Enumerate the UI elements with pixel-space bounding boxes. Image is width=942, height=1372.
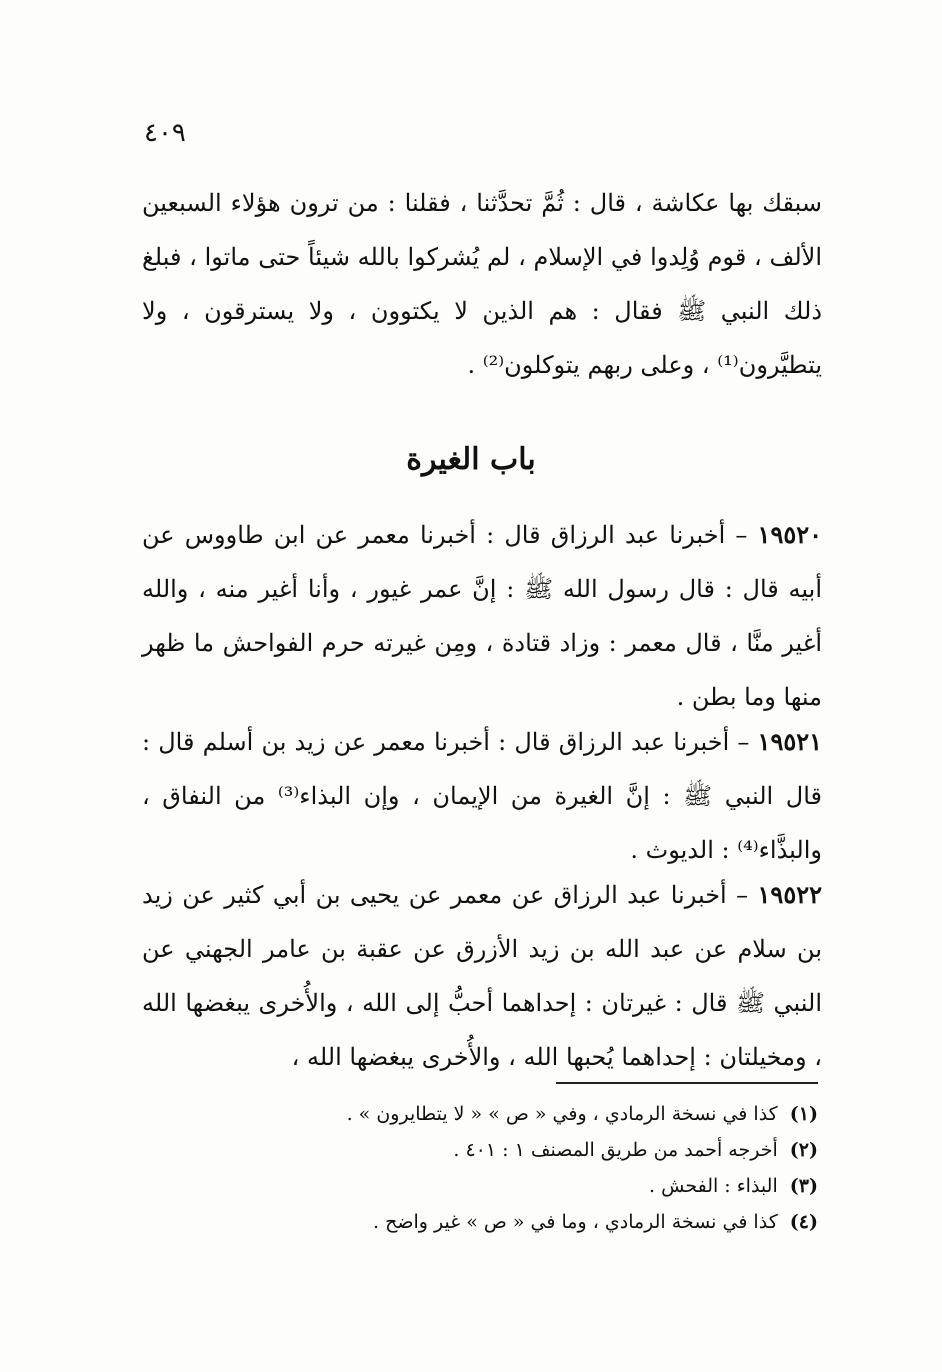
footnote-text: كذا في نسخة الرمادي ، وما في « ص » غير واضح . — [373, 1211, 778, 1233]
footnote-text: البذاء : الفحش . — [649, 1175, 778, 1197]
footnote-mark: (٢) — [789, 1139, 818, 1161]
hadith-number: ١٩٥٢٠ — [757, 520, 822, 549]
hadith-text: – أخبرنا عبد الرزاق عن معمر عن يحيى بن أبي كثير عن زيد بن سلام عن عبد الله بن زيد الأزرق عن عقبة بن عامر الجهني عن النبي ﷺ قال : غيرتان : إحداهما أحبُّ إلى الله ، والأُخرى يبغضها الله ، ومخيلتان : إحداهما يُحبها الله ، والأُخرى يبغضها الله ، — [142, 881, 822, 1071]
footnotes-list — [168, 1096, 818, 1240]
hadith-text: – أخبرنا عبد الرزاق قال : أخبرنا معمر عن ابن طاووس عن أبيه قال : قال رسول الله ﷺ : إنَّ عمر غيور ، وأنا أغير منه ، والله أغير منَّا ، قال معمر : وزاد قتادة ، ومِن غيرته حرم الفواحش ما ظهر منها وما بطن . — [142, 521, 822, 711]
hadith-19521 — [142, 715, 822, 877]
footnote-text: كذا في نسخة الرمادي ، وفي « ص » « لا يتطايرون » . — [346, 1103, 778, 1125]
chapter-title: باب الغيرة — [406, 442, 536, 477]
footnote-text: أخرجه أحمد من طريق المصنف ١ : ٤٠١ . — [453, 1139, 778, 1161]
opening-paragraph — [142, 176, 822, 392]
footnote — [168, 1096, 818, 1132]
page-number: ٤٠٩ — [144, 118, 186, 148]
footnote — [168, 1132, 818, 1168]
hadith-number: ١٩٥٢٢ — [757, 880, 822, 909]
hadith-number: ١٩٥٢١ — [757, 727, 822, 756]
hadith-19522 — [142, 868, 822, 1084]
footnote — [168, 1204, 818, 1240]
hadith-19520 — [142, 508, 822, 724]
footnote-mark: (٣) — [789, 1175, 818, 1197]
footnote-divider — [556, 1082, 818, 1084]
footnote — [168, 1168, 818, 1204]
footnote-mark: (٤) — [789, 1211, 818, 1233]
opening-text: سبقك بها عكاشة ، قال : ثُمَّ تحدَّثنا ، فقلنا : من ترون هؤلاء السبعين الألف ، قوم وُلِدوا في الإسلام ، لم يُشركوا بالله شيئاً حتى ماتوا ، فبلغ ذلك النبي ﷺ فقال : هم الذين لا يكتوون ، ولا يسترقون ، ولا يتطيَّرون⁽¹⁾ ، وعلى ربهم يتوكلون⁽²⁾ . — [142, 189, 823, 379]
footnote-mark: (١) — [789, 1103, 818, 1125]
hadith-text: – أخبرنا عبد الرزاق قال : أخبرنا معمر عن زيد بن أسلم قال : قال النبي ﷺ : إنَّ الغيرة من الإيمان ، وإن البذاء⁽³⁾ من النفاق ، والبذَّاء⁽⁴⁾ : الديوث . — [142, 728, 822, 864]
